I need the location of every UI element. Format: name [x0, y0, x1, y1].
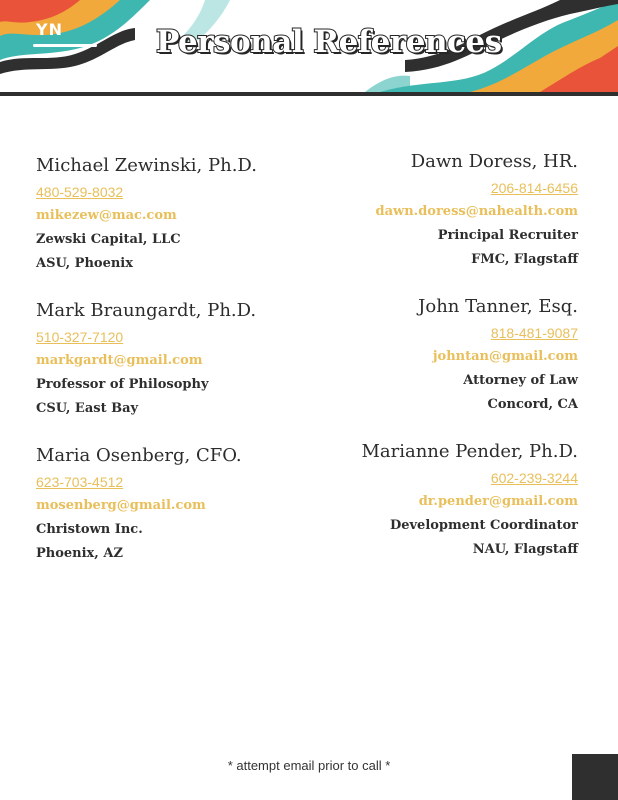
reference-location: ASU, Phoenix	[36, 256, 133, 271]
reference-organization: Development Coordinator	[389, 518, 578, 533]
reference-location: FMC, Flagstaff	[471, 252, 578, 267]
reference-card	[328, 293, 578, 417]
reference-location: Concord, CA	[487, 397, 578, 412]
reference-card	[36, 152, 286, 276]
reference-name: Maria Osenberg, CFO.	[36, 445, 242, 466]
reference-organization: Professor of Philosophy	[36, 377, 209, 392]
header-divider	[0, 92, 618, 96]
reference-card	[36, 297, 286, 421]
reference-phone-link[interactable]: 480-529-8032	[36, 184, 124, 200]
reference-phone-link[interactable]: 818-481-9087	[490, 325, 578, 341]
reference-name: Michael Zewinski, Ph.D.	[36, 155, 257, 176]
reference-organization: Zewski Capital, LLC	[36, 232, 181, 247]
reference-phone-link[interactable]: 206-814-6456	[490, 180, 578, 196]
reference-organization: Attorney of Law	[463, 373, 578, 388]
reference-phone-link[interactable]: 602-239-3244	[490, 470, 578, 486]
reference-email-link[interactable]: dr.pender@gmail.com	[418, 494, 578, 509]
footer-note: * attempt email prior to call *	[227, 758, 391, 773]
header-banner	[0, 0, 618, 96]
page-title: Personal References	[156, 24, 502, 60]
reference-location: NAU, Flagstaff	[472, 542, 578, 557]
reference-card	[328, 148, 578, 272]
reference-location: CSU, East Bay	[36, 401, 139, 416]
reference-email-link[interactable]: dawn.doress@nahealth.com	[375, 204, 578, 219]
reference-name: Mark Braungardt, Ph.D.	[36, 300, 257, 321]
reference-phone-link[interactable]: 510-327-7120	[36, 329, 124, 345]
reference-email-link[interactable]: johntan@gmail.com	[432, 349, 578, 364]
reference-email-link[interactable]: mikezew@mac.com	[36, 208, 177, 223]
monogram-underline	[33, 44, 97, 47]
reference-card	[36, 442, 286, 566]
reference-organization: Christown Inc.	[36, 522, 143, 537]
reference-name: Dawn Doress, HR.	[410, 151, 578, 172]
reference-name: Marianne Pender, Ph.D.	[361, 441, 578, 462]
reference-phone-link[interactable]: 623-703-4512	[36, 474, 124, 490]
reference-name: John Tanner, Esq.	[418, 296, 578, 317]
reference-card	[328, 438, 578, 562]
reference-email-link[interactable]: markgardt@gmail.com	[36, 353, 203, 368]
monogram-logo: YN	[36, 20, 63, 39]
reference-location: Phoenix, AZ	[36, 546, 123, 561]
reference-organization: Principal Recruiter	[437, 228, 578, 243]
reference-email-link[interactable]: mosenberg@gmail.com	[36, 498, 206, 513]
corner-decoration	[572, 754, 618, 800]
